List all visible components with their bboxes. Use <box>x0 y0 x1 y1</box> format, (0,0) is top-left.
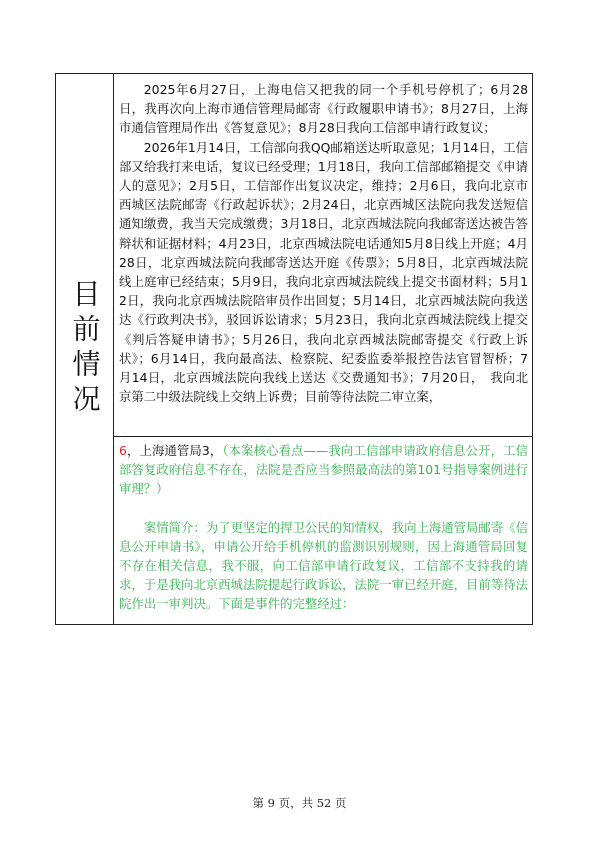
case-focus: （本案核心看点——我向工信部申请政府信息公开，工信部答复政府信息不存在，法院是否应当参照最高法的第101号指导案例进行审理？） <box>119 443 528 497</box>
status-paragraph-1: 2025年6月27日，上海电信又把我的同一个手机号停机了；6月28日，我再次向上海市通信管理局邮寄《行政履职申请书》；8月27日，上海市通信管理局作出《答复意见》；8月28日我向工信部申请行政复议； <box>119 82 528 136</box>
case-heading <box>119 441 528 499</box>
paragraph-spacer <box>119 499 528 518</box>
section-label: 目前情况 <box>68 279 102 419</box>
content-cell <box>114 74 532 624</box>
case-title: ，上海通管局3， <box>126 443 223 458</box>
next-case-block <box>114 437 532 624</box>
section-label-cell <box>56 74 114 624</box>
case-number: 6 <box>119 443 127 458</box>
case-summary: 案情简介：为了更坚定的捍卫公民的知情权，我向上海通管局邮寄《信息公开申请书》，申请公开给手机停机的监测识别规则，因上海通管局回复不存在相关信息，我不服，向工信部申请行政复议，工信部不支持我的请求，于是我向北京西城法院提起行政诉讼，法院一审已经开庭，目前等待法院作出一审判决。下面是事件的完整经过： <box>119 519 528 612</box>
page-footer: 第 9 页，共 52 页 <box>252 796 347 810</box>
status-paragraph-2: 2026年1月14日，工信部向我QQ邮箱送达听取意见；1月14日，工信部又给我打来电话，复议已经受理；1月18日，我向工信部邮箱提交《申请人的意见》；2月5日，工信部作出复议决定，维持；2月6日，我向北京市西城区法院邮寄《行政起诉状》；2月24日，北京西城区法院向我发送短信通知缴费，我当天完成缴费；3月18日，北京西城法院向我邮寄送达被告答辩状和证据材料；4月23日，北京西城法院电话通知5月8日线上开庭；4月28日，北京西城法院向我邮寄送达开庭《传票》；5月8日，北京西城法院线上庭审已经结束；5月9日，我向北京西城法院线上提交书面材料；5月12日，我向北京西城法院陪审员作出回复；5月14日，北京西城法院向我送达《行政判决书》，驳回诉讼请求；5月23日，我向北京西城法院线上提交《判后答疑申请书》；5月26日，我向北京西城法院邮寄提交《行政上诉状》；6月14日，我向最高法、检察院、纪委监委举报控告法官冒智桥；7月14日，北京西城法院向我线上送达《交费通知书》；7月20日， 我向北京第二中级法院线上交纳上诉费；目前等待法院二审立案， <box>119 139 528 405</box>
current-status-block <box>114 74 532 437</box>
case-table <box>55 73 533 625</box>
